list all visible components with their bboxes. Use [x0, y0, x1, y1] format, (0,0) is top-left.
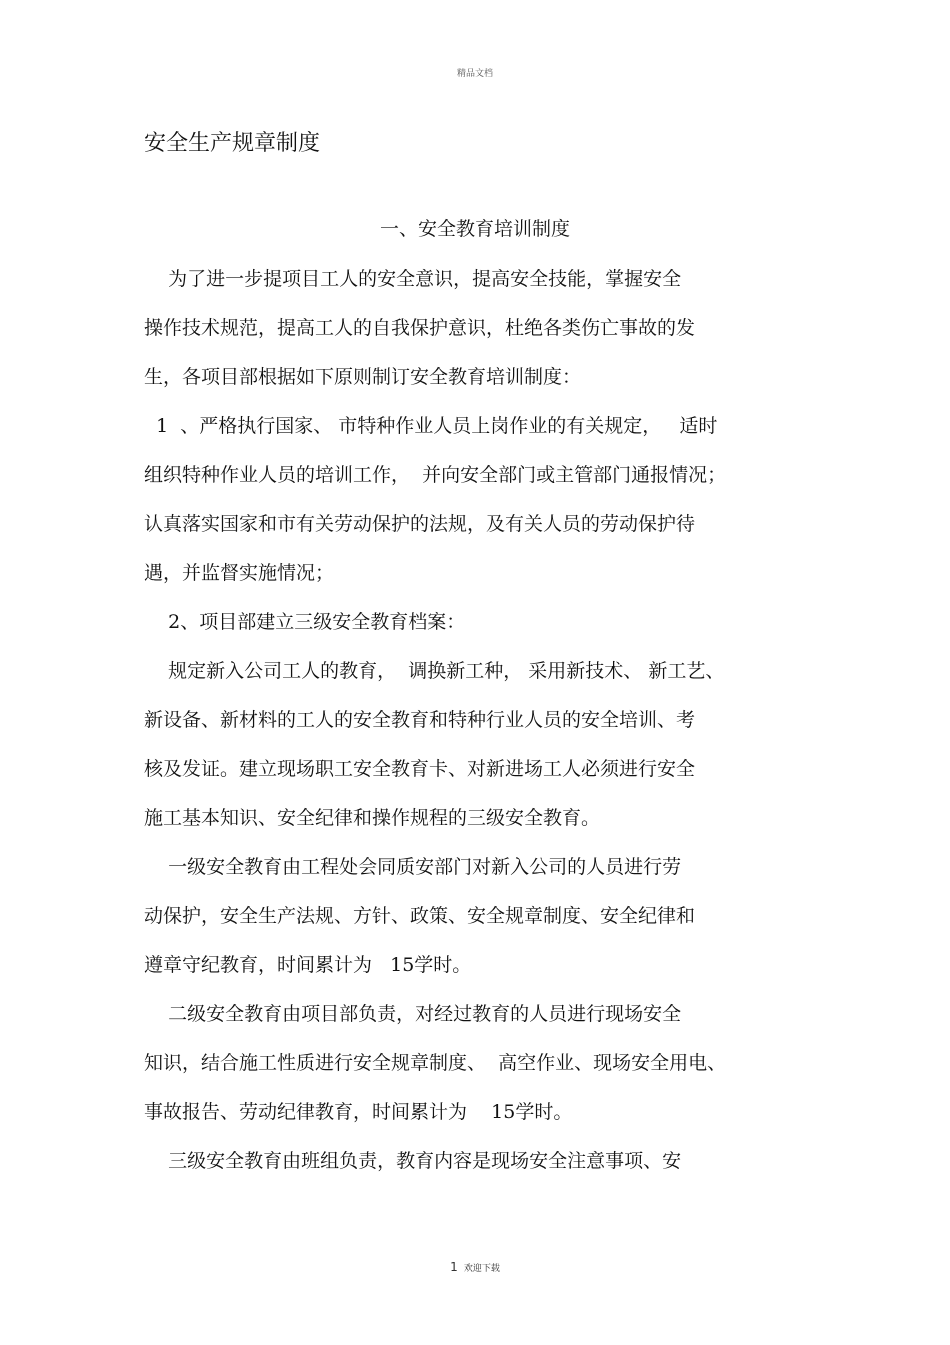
- body-line: 知识，结合施工性质进行安全规章制度、 高空作业、现场安全用电、: [144, 1052, 727, 1074]
- body-line: 一级安全教育由工程处会同质安部门对新入公司的人员进行劳: [144, 856, 682, 878]
- section-heading: 一、安全教育培训制度: [380, 218, 571, 240]
- body-line: 事故报告、劳动纪律教育，时间累计为 15学时。: [144, 1101, 573, 1123]
- footer-note: 欢迎下载: [463, 1264, 500, 1274]
- body-line: 规定新入公司工人的教育， 调换新工种， 采用新技术、 新工艺、: [144, 660, 725, 682]
- body-line: 核及发证。建立现场职工安全教育卡、对新进场工人必须进行安全: [144, 758, 696, 780]
- page-number: 1: [450, 1260, 458, 1274]
- body-line: 二级安全教育由项目部负责，对经过教育的人员进行现场安全: [144, 1003, 682, 1025]
- body-line: 新设备、新材料的工人的安全教育和特种行业人员的安全培训、考: [144, 709, 696, 731]
- body-line: 操作技术规范，提高工人的自我保护意识，杜绝各类伤亡事故的发: [144, 317, 696, 339]
- body-line: 1 、严格执行国家、 市特种作业人员上岗作业的有关规定， 适时: [144, 415, 718, 437]
- body-line: 组织特种作业人员的培训工作， 并向安全部门或主管部门通报情况；: [144, 464, 727, 486]
- document-title: 安全生产规章制度: [144, 131, 321, 156]
- body-line: 认真落实国家和市有关劳动保护的法规，及有关人员的劳动保护待: [144, 513, 696, 535]
- header-watermark: 精品文档: [456, 69, 493, 79]
- body-line: 生，各项目部根据如下原则制订安全教育培训制度：: [144, 366, 582, 388]
- body-line: 遇，并监督实施情况；: [144, 562, 335, 584]
- body-line: 遵章守纪教育，时间累计为 15学时。: [144, 954, 472, 976]
- page-footer: [0, 1260, 950, 1274]
- body-line: 动保护，安全生产法规、方针、政策、安全规章制度、安全纪律和: [144, 905, 696, 927]
- body-line: 三级安全教育由班组负责，教育内容是现场安全注意事项、安: [144, 1150, 682, 1172]
- body-line: 施工基本知识、安全纪律和操作规程的三级安全教育。: [144, 807, 601, 829]
- body-line: 为了进一步提项目工人的安全意识，提高安全技能，掌握安全: [144, 268, 682, 290]
- body-text: [144, 263, 804, 1194]
- body-line: 2、项目部建立三级安全教育档案：: [144, 611, 466, 633]
